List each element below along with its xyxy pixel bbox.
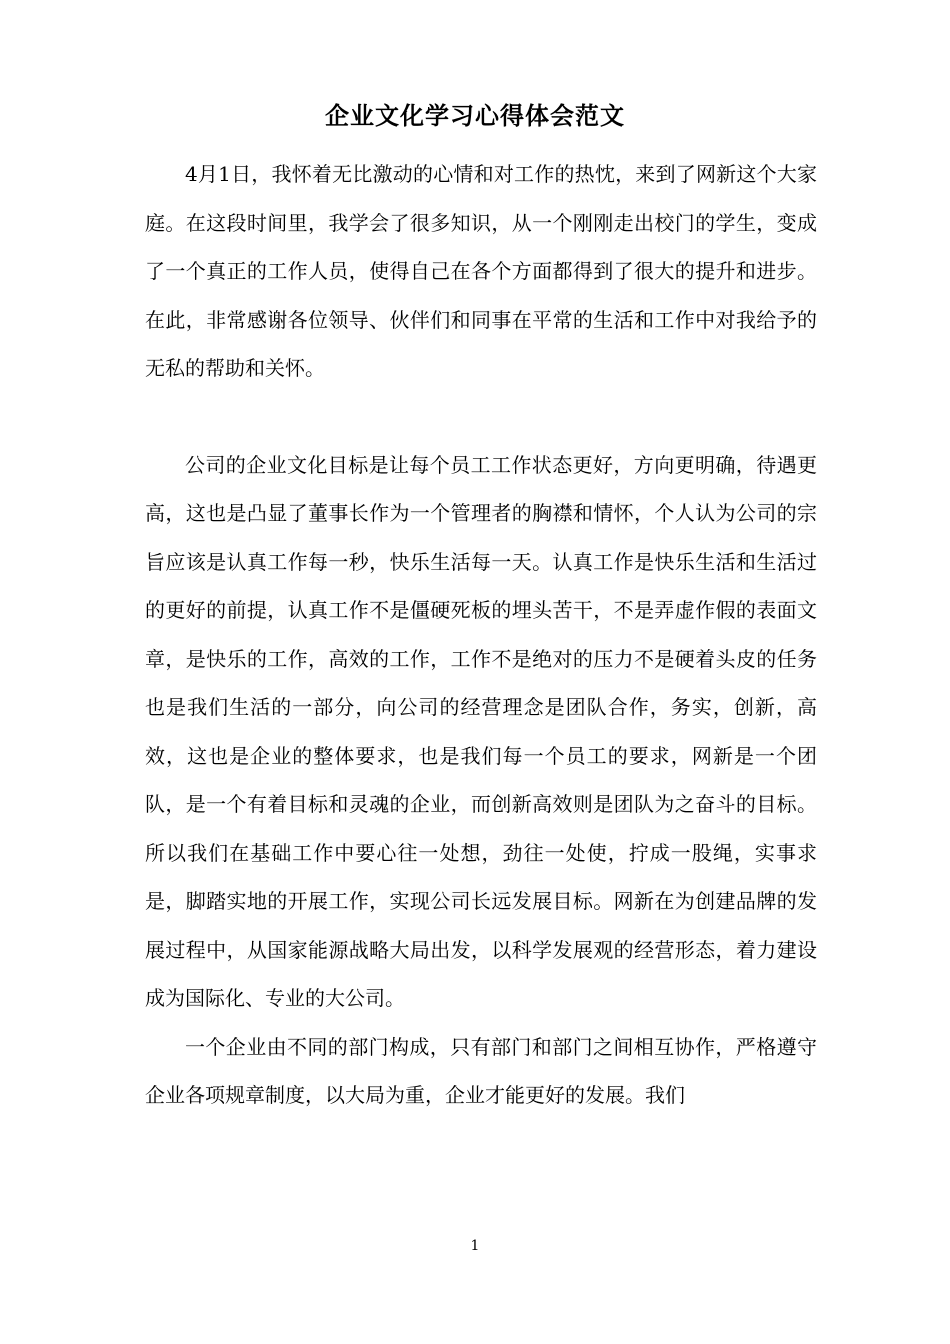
paragraph-2: 公司的企业文化目标是让每个员工工作状态更好，方向更明确，待遇更高，这也是凸显了董事长作为一个管理者的胸襟和情怀，个人认为公司的宗旨应该是认真工作每一秒，快乐生活每一天。认真工作是快乐生活和生活过的更好的前提，认真工作不是僵硬死板的埋头苦干，不是弄虚作假的表面文章，是快乐的工作，高效的工作，工作不是绝对的压力不是硬着头皮的任务也是我们生活的一部分，向公司的经营理念是团队合作，务实，创新，高效，这也是企业的整体要求，也是我们每一个员工的要求，网新是一个团队，是一个有着目标和灵魂的企业，而创新高效则是团队为之奋斗的目标。所以我们在基础工作中要心往一处想，劲往一处使，拧成一股绳，实事求是，脚踏实地的开展工作，实现公司长远发展目标。网新在为创建品牌的发展过程中，从国家能源战略大局出发，以科学发展观的经营形态，着力建设成为国际化、专业的大公司。: [145, 452, 817, 1010]
document-body: [145, 150, 817, 1120]
page-number: 1: [470, 1238, 480, 1254]
document-title: 企业文化学习心得体会范文: [325, 101, 625, 130]
paragraph-1: 4月1日，我怀着无比激动的心情和对工作的热忱，来到了网新这个大家庭。在这段时间里，我学会了很多知识，从一个刚刚走出校门的学生，变成了一个真正的工作人员，使得自己在各个方面都得到了很大的提升和进步。在此，非常感谢各位领导、伙伴们和同事在平常的生活和工作中对我给予的无私的帮助和关怀。: [145, 162, 817, 380]
paragraph-3: 一个企业由不同的部门构成，只有部门和部门之间相互协作，严格遵守企业各项规章制度，以大局为重，企业才能更好的发展。我们: [145, 1034, 817, 1107]
